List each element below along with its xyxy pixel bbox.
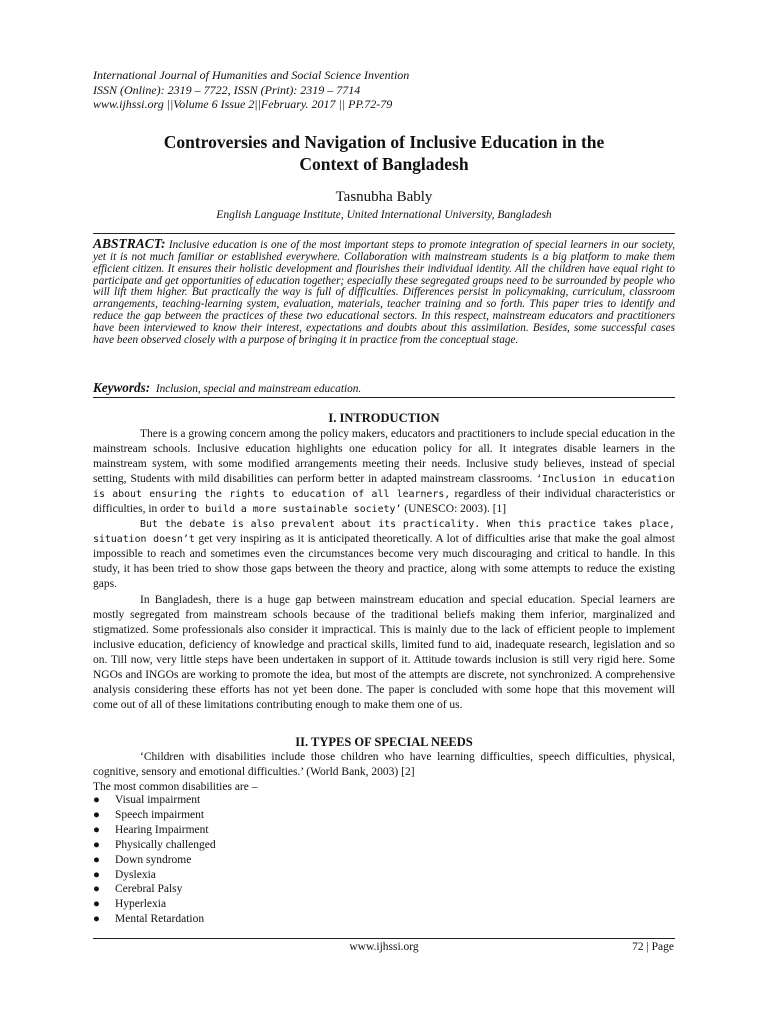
bullet-icon: ● — [93, 853, 100, 866]
list-item: ● Dyslexia — [93, 868, 156, 881]
footer-url: www.ijhssi.org — [349, 941, 419, 953]
introduction-body — [93, 427, 675, 713]
author-name: Tasnubha Bably — [335, 189, 433, 205]
paragraph: In Bangladesh, there is a huge gap between mainstream education and special education. Special learners are mostly segregated from mainstream schools because of the traditional beliefs making them inferior, marginalized and stigmatized. Some professionals also consider it impractical. This is mainly due to the lack of efficient people to implement inclusive education, deficiency of knowledge and practical skills, limited fund to aid, inadequate research, legislation and so on. Till now, very little steps have been undertaken in support of it. Attitude towards inclusion is still very rigid here. Some NGOs and INGOs are working to promote the idea, but most of the attempts are discrete, not synchronized. A comprehensive analysis considering these efforts has not yet been done. The paper is concluded with some hope that this movement will come out of all of these limitations contributing enough to make them one of us. — [93, 593, 675, 711]
list-item: ● Hyperlexia — [93, 898, 167, 911]
list-item: ● Physically challenged — [93, 838, 216, 851]
journal-issn: ISSN (Online): 2319 – 7722, ISSN (Print): 2319 – 7714 — [93, 82, 361, 97]
paragraph: But the debate is also prevalent about its practicality. When this practice takes place, situation doesn’t get very inspiring as it is anticipated theoretically. A lot of difficulties arise that make the goal almost impossible to reach and sometimes even the circumstances become very much discouraging and critical to handle. In this study, it has been tried to show those gaps between the theory and practice, along with some attempts to reduce the existing gaps. — [93, 519, 675, 591]
quote-paragraph: ‘Children with disabilities include those children who have learning difficulties, speech difficulties, physical, cognitive, sensory and emotional difficulties.’ (World Bank, 2003) [2] — [93, 751, 675, 779]
list-item: ● Mental Retardation — [93, 913, 205, 926]
footer-rule — [93, 938, 675, 939]
abstract-bottom-rule — [93, 397, 675, 398]
section-heading-introduction: I. INTRODUCTION — [328, 411, 440, 425]
list-item: ● Hearing Impairment — [93, 823, 209, 836]
keywords-text: Inclusion, special and mainstream education. — [155, 383, 362, 395]
bullet-icon: ● — [93, 823, 100, 836]
list-item: ● Down syndrome — [93, 853, 192, 866]
types-body — [93, 750, 675, 795]
bullet-icon: ● — [93, 913, 100, 926]
abstract-top-rule — [93, 233, 675, 234]
journal-name: International Journal of Humanities and Social Science Invention — [93, 68, 410, 82]
paragraph: There is a growing concern among the policy makers, educators and practitioners to include special education in the mainstream schools. Inclusive education highlights one education policy for all. It integrates disable learners in the mainstream system, with some modified arrangements meeting their needs. Inclusive study believes, instead of special setting, Students with mild disabilities can perform better in adapted mainstream classrooms. ‘Inclusion in education is about ensuring the rights to education of all learners, regardless of their individual characteristics or difficulties, in order to build a more sustainable society’ (UNESCO: 2003). [1] — [93, 428, 675, 516]
abstract — [93, 238, 675, 347]
bullet-icon: ● — [93, 808, 100, 821]
section-heading-types: II. TYPES OF SPECIAL NEEDS — [295, 735, 473, 749]
list-intro: The most common disabilities are – — [93, 781, 258, 794]
bullet-icon: ● — [93, 898, 100, 911]
journal-header — [93, 68, 409, 112]
list-item: ● Visual impairment — [93, 794, 201, 806]
bullet-icon: ● — [93, 794, 100, 806]
list-item: ● Speech impairment — [93, 808, 205, 821]
disability-list — [93, 793, 216, 927]
keywords-label: Keywords: — [93, 380, 151, 395]
bullet-icon: ● — [93, 838, 100, 851]
abstract-label: ABSTRACT: — [93, 236, 166, 251]
abstract-text: Inclusive education is one of the most important steps to promote integration of special learners in our society, yet it is not much familiar or established everywhere. Collaboration with mainstream students is a big platform to make them efficient citizen. It ensures their holistic development and flourishes their individual identity. All the children have equal right to participate and get opportunities of education together; especially these segregated groups need to be surrounded by people who will lift them higher. But practically the way is full of difficulties. Differences persist in policymaking, curriculum, classroom arrangements, teaching-learning system, evaluation, materials, teacher training and so forth. This paper tries to identify and reduce the gap between the practices of these two educational sectors. In this respect, mainstream educators and practitioners have been interviewed to know their interest, expectations and doubts about this assimilation. Besides, some successful cases have been observed closely with a purpose of bringing it in practice from the conceptual stage. — [93, 239, 675, 346]
footer-page-number: 72 | Page — [632, 941, 674, 953]
bullet-icon: ● — [93, 868, 100, 881]
journal-volume: www.ijhssi.org ||Volume 6 Issue 2||February. 2017 || PP.72-79 — [93, 97, 393, 112]
author-affiliation: English Language Institute, United International University, Bangladesh — [216, 209, 552, 221]
bullet-icon: ● — [93, 883, 100, 896]
paper-title: Controversies and Navigation of Inclusive Education in the Context of Bangladesh — [163, 132, 605, 174]
keywords — [93, 380, 361, 396]
list-item: ● Cerebral Palsy — [93, 883, 183, 896]
